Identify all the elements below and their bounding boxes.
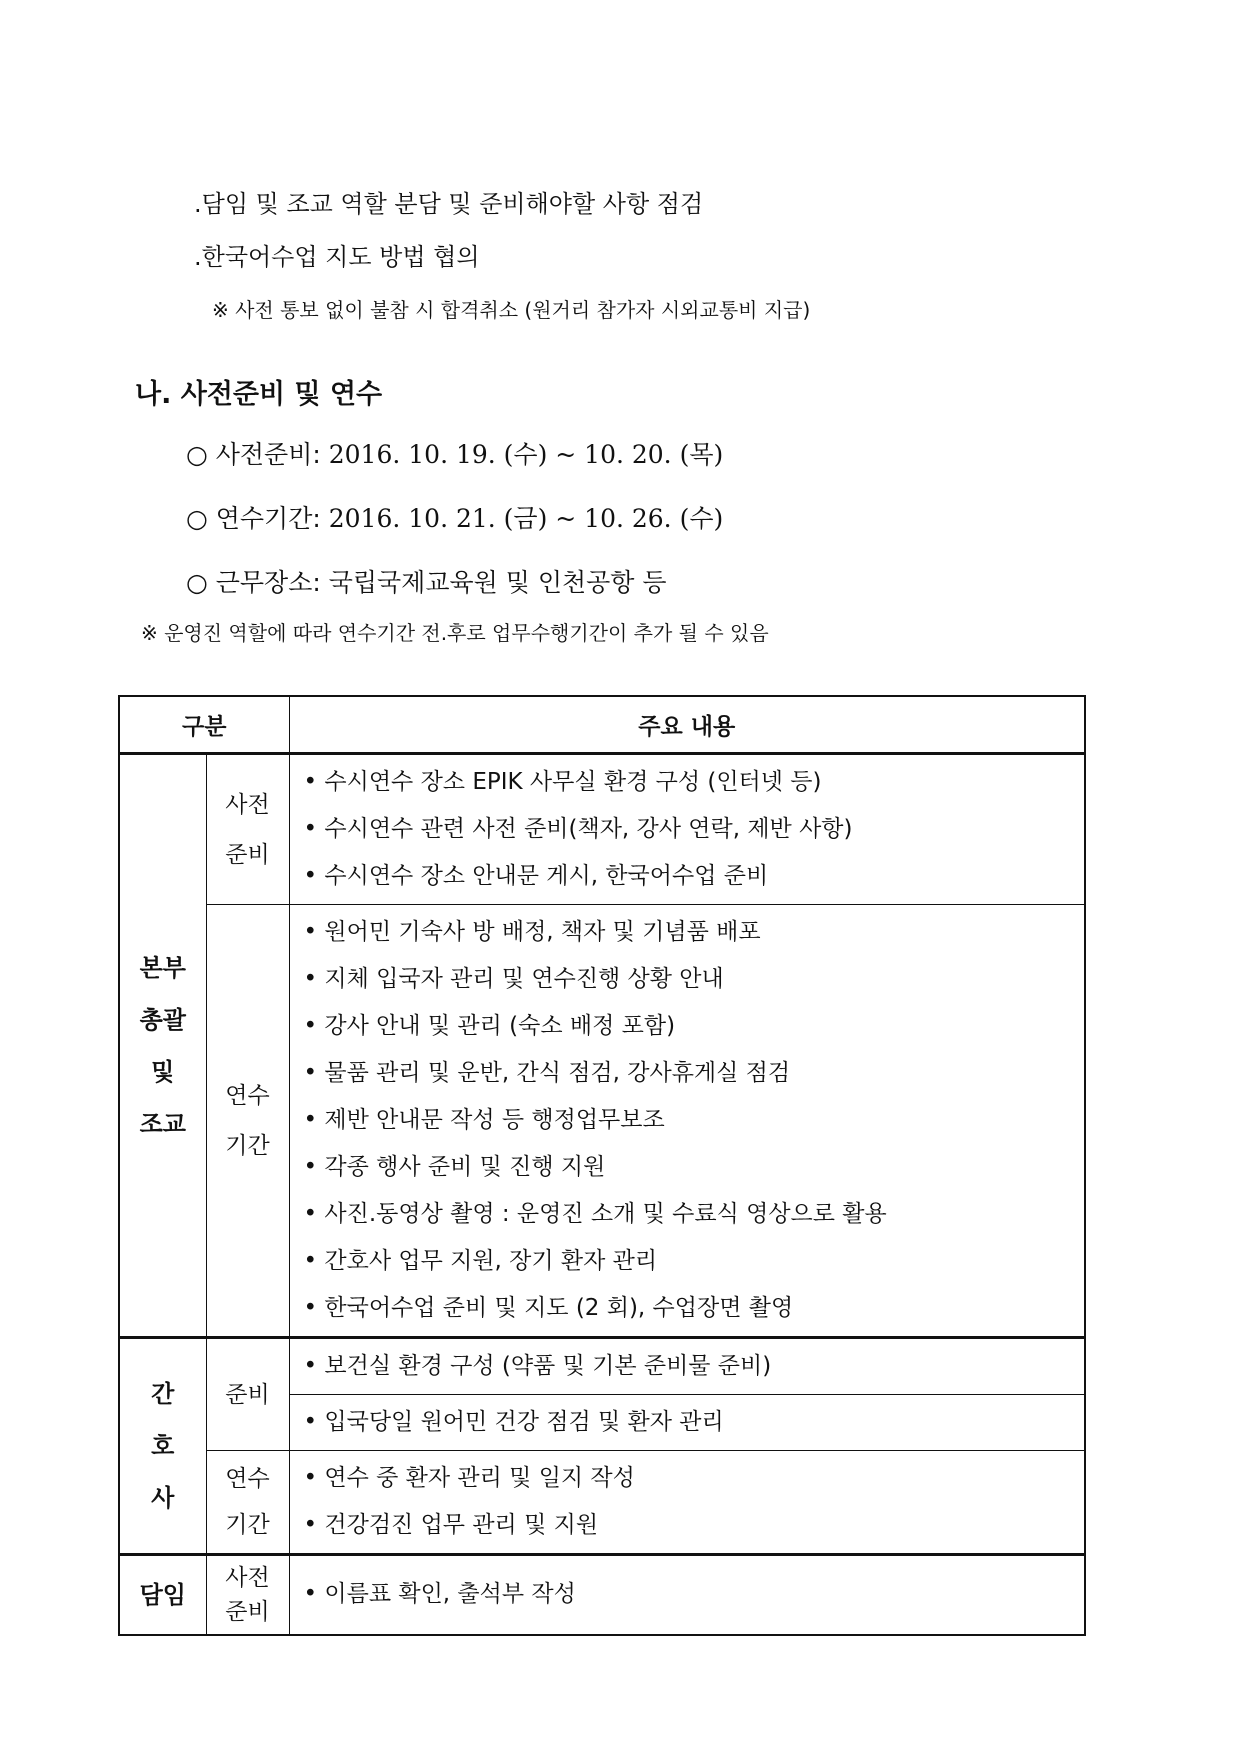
list-item: • 제반 안내문 작성 등 행정업무보조 — [304, 1097, 1085, 1144]
list-item: • 이름표 확인, 출석부 작성 — [304, 1571, 1085, 1618]
list-item: • 수시연수 관련 사전 준비(책자, 강사 연락, 제반 사항) — [304, 806, 1085, 853]
list-item: • 건강검진 업무 관리 및 지원 — [304, 1502, 1085, 1549]
subcategory — [206, 905, 289, 1338]
list-item: • 한국어수업 준비 및 지도 (2 회), 수업장면 촬영 — [304, 1285, 1085, 1332]
category-label: 담임 — [139, 1580, 186, 1609]
table-row — [119, 905, 1085, 1338]
content-cell — [289, 1555, 1085, 1635]
content-cell — [289, 905, 1085, 1338]
list-item: • 강사 안내 및 관리 (숙소 배정 포함) — [304, 1003, 1085, 1050]
subcategory — [206, 1451, 289, 1555]
header-content: 주요 내용 — [289, 696, 1085, 754]
category-label: 본부 총괄 및 조교 — [139, 953, 186, 1138]
list-item: • 보건실 환경 구성 (약품 및 기본 준비물 준비) — [304, 1343, 1085, 1390]
duties-table — [118, 695, 1086, 1636]
subcategory — [206, 754, 289, 905]
category-homeroom — [119, 1555, 206, 1635]
intro-line: .한국어수업 지도 방법 협의 — [194, 243, 480, 271]
subcategory-label: 사전 준비 — [225, 791, 270, 868]
intro-note: ※ 사전 통보 없이 불참 시 합격취소 (원거리 참가자 시외교통비 지급) — [212, 298, 811, 322]
schedule-label: ○ 근무장소: — [186, 568, 329, 597]
intro-line: .담임 및 조교 역할 분담 및 준비해야할 사항 점검 — [194, 190, 704, 218]
schedule-note: ※ 운영진 역할에 따라 연수기간 전.후로 업무수행기간이 추가 될 수 있음 — [141, 621, 769, 645]
list-item: • 물품 관리 및 운반, 간식 점검, 강사휴게실 점검 — [304, 1050, 1085, 1097]
header-category: 구분 — [119, 696, 289, 754]
table-row — [119, 1555, 1085, 1635]
content-cell — [289, 1338, 1085, 1395]
list-item: • 연수 중 환자 관리 및 일지 작성 — [304, 1455, 1085, 1502]
table-row — [119, 1338, 1085, 1395]
list-item: • 수시연수 장소 EPIK 사무실 환경 구성 (인터넷 등) — [304, 759, 1085, 806]
subcategory-label: 연수 기간 — [225, 1466, 270, 1538]
category-hq — [119, 754, 206, 1338]
subcategory-label: 사전 준비 — [225, 1564, 270, 1625]
table-row — [119, 754, 1085, 905]
content-cell — [289, 754, 1085, 905]
schedule-training — [186, 499, 723, 535]
category-label: 간 호 사 — [151, 1380, 175, 1512]
list-item: • 지체 입국자 관리 및 연수진행 상황 안내 — [304, 956, 1085, 1003]
schedule-value: 2016. 10. 19. (수) ~ 10. 20. (목) — [328, 440, 724, 469]
subcategory-label: 준비 — [225, 1381, 270, 1408]
content-cell — [289, 1451, 1085, 1555]
list-item: • 간호사 업무 지원, 장기 환자 관리 — [304, 1238, 1085, 1285]
schedule-prep — [186, 435, 723, 471]
subcategory — [206, 1338, 289, 1451]
list-item: • 원어민 기숙사 방 배정, 책자 및 기념품 배포 — [304, 909, 1085, 956]
schedule-value: 2016. 10. 21. (금) ~ 10. 26. (수) — [328, 504, 724, 533]
list-item: • 수시연수 장소 안내문 게시, 한국어수업 준비 — [304, 853, 1085, 900]
schedule-label: ○ 연수기간: — [186, 504, 329, 533]
subcategory — [206, 1555, 289, 1635]
category-nurse — [119, 1338, 206, 1555]
table-row — [119, 1451, 1085, 1555]
schedule-location — [186, 563, 667, 599]
schedule-value: 국립국제교육원 및 인천공항 등 — [328, 568, 667, 597]
list-item: • 각종 행사 준비 및 진행 지원 — [304, 1144, 1085, 1191]
subcategory-label: 연수 기간 — [225, 1082, 270, 1159]
list-item: • 입국당일 원어민 건강 점검 및 환자 관리 — [304, 1399, 1085, 1446]
list-item: • 사진.동영상 촬영 : 운영진 소개 및 수료식 영상으로 활용 — [304, 1191, 1085, 1238]
schedule-label: ○ 사전준비: — [186, 440, 329, 469]
content-cell — [289, 1395, 1085, 1451]
table-header-row — [119, 696, 1085, 754]
section-heading: 나. 사전준비 및 연수 — [135, 379, 383, 410]
